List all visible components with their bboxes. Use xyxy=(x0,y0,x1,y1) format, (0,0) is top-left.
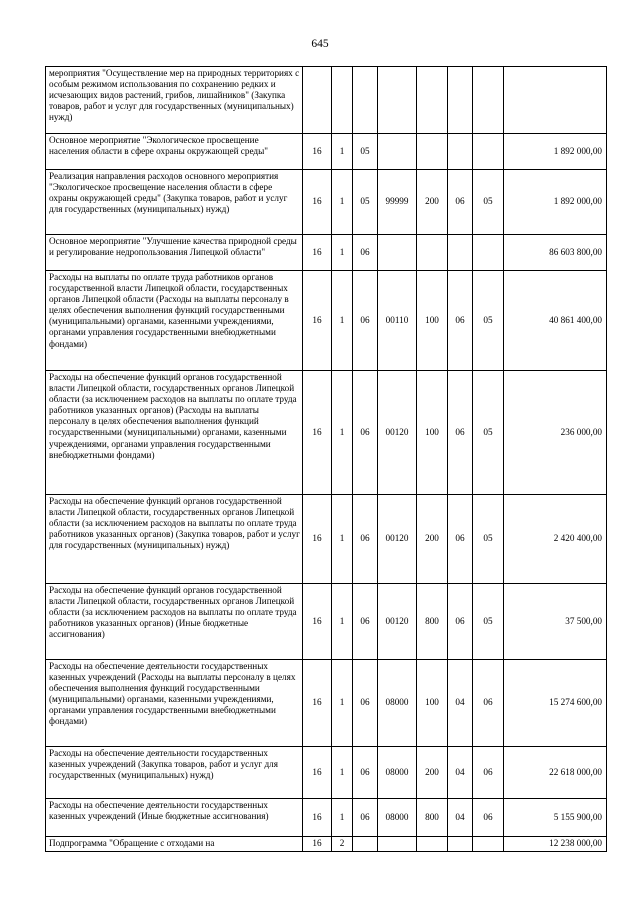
amount-cell: 1 892 000,00 xyxy=(504,134,607,170)
table-row xyxy=(46,67,607,134)
row-name-cell: Основное мероприятие "Экологическое просвещение населения области в сфере охраны окружающей среды" xyxy=(46,134,303,170)
section-cell: 06 xyxy=(448,170,473,235)
expense-type-cell: 200 xyxy=(417,495,448,584)
amount-cell: 5 155 900,00 xyxy=(504,799,607,837)
amount-cell: 1 892 000,00 xyxy=(504,170,607,235)
amount-cell: 236 000,00 xyxy=(504,371,607,495)
section-cell: 04 xyxy=(448,799,473,837)
subprogram-code-cell: 1 xyxy=(332,170,353,235)
expense-type-cell xyxy=(417,235,448,271)
budget-table xyxy=(45,66,607,852)
activity-code-cell: 06 xyxy=(353,371,378,495)
subprogram-code-cell xyxy=(332,67,353,134)
section-cell xyxy=(448,837,473,852)
subprogram-code-cell: 1 xyxy=(332,799,353,837)
table-row xyxy=(46,660,607,747)
amount-cell: 37 500,00 xyxy=(504,584,607,660)
activity-code-cell: 05 xyxy=(353,134,378,170)
amount-cell: 86 603 800,00 xyxy=(504,235,607,271)
subsection-cell: 05 xyxy=(473,495,504,584)
amount-cell: 40 861 400,00 xyxy=(504,271,607,371)
table-row xyxy=(46,271,607,371)
amount-cell: 12 238 000,00 xyxy=(504,837,607,852)
row-name-cell: Реализация направления расходов основного мероприятия "Экологическое просвещение населения области в сфере охраны окружающей среды" (Закупка товаров, работ и услуг для государственных (муниципальных) нужд) xyxy=(46,170,303,235)
section-cell: 04 xyxy=(448,747,473,799)
subsection-cell xyxy=(473,837,504,852)
program-code-cell: 16 xyxy=(303,495,332,584)
subprogram-code-cell: 2 xyxy=(332,837,353,852)
row-name-cell: Расходы на обеспечение деятельности государственных казенных учреждений (Расходы на выплаты персоналу в целях обеспечения выполнения функций государственными (муниципальными) органами, казенными учреждениями, органами управления государственными внебюджетными фондами) xyxy=(46,660,303,747)
table-row xyxy=(46,134,607,170)
direction-code-cell: 00110 xyxy=(378,271,417,371)
section-cell: 06 xyxy=(448,584,473,660)
activity-code-cell: 06 xyxy=(353,660,378,747)
expense-type-cell: 800 xyxy=(417,584,448,660)
row-name-cell: мероприятия "Осуществление мер на природных территориях с особым режимом использования по сохранению редких и исчезающих видов растений, грибов, лишайников" (Закупка товаров, работ и услуг для государственных (муниципальных) нужд) xyxy=(46,67,303,134)
activity-code-cell: 06 xyxy=(353,271,378,371)
table-row xyxy=(46,495,607,584)
section-cell xyxy=(448,235,473,271)
table-row xyxy=(46,584,607,660)
direction-code-cell xyxy=(378,67,417,134)
direction-code-cell: 00120 xyxy=(378,495,417,584)
direction-code-cell xyxy=(378,837,417,852)
subsection-cell: 06 xyxy=(473,747,504,799)
direction-code-cell: 08000 xyxy=(378,799,417,837)
table-row xyxy=(46,799,607,837)
expense-type-cell: 200 xyxy=(417,170,448,235)
activity-code-cell xyxy=(353,67,378,134)
program-code-cell: 16 xyxy=(303,837,332,852)
table-row xyxy=(46,747,607,799)
page-number: 645 xyxy=(311,38,329,50)
direction-code-cell xyxy=(378,134,417,170)
activity-code-cell: 06 xyxy=(353,799,378,837)
row-name-cell: Расходы на обеспечение деятельности государственных казенных учреждений (Закупка товаров, работ и услуг для государственных (муниципальных) нужд) xyxy=(46,747,303,799)
subsection-cell: 05 xyxy=(473,170,504,235)
program-code-cell: 16 xyxy=(303,371,332,495)
subprogram-code-cell: 1 xyxy=(332,271,353,371)
amount-cell: 2 420 400,00 xyxy=(504,495,607,584)
row-name-cell: Основное мероприятие "Улучшение качества природной среды и регулирование недропользования Липецкой области" xyxy=(46,235,303,271)
subsection-cell: 05 xyxy=(473,371,504,495)
activity-code-cell: 06 xyxy=(353,584,378,660)
direction-code-cell: 08000 xyxy=(378,660,417,747)
table-row xyxy=(46,371,607,495)
direction-code-cell: 00120 xyxy=(378,371,417,495)
subprogram-code-cell: 1 xyxy=(332,584,353,660)
row-name-cell: Расходы на обеспечение функций органов государственной власти Липецкой области, государственных органов Липецкой области (за исключением расходов на выплаты по оплате труда работников указанных органов) (Закупка товаров, работ и услуг для государственных (муниципальных) нужд) xyxy=(46,495,303,584)
table-row xyxy=(46,235,607,271)
program-code-cell: 16 xyxy=(303,134,332,170)
subsection-cell xyxy=(473,235,504,271)
subsection-cell: 06 xyxy=(473,660,504,747)
expense-type-cell: 800 xyxy=(417,799,448,837)
amount-cell: 15 274 600,00 xyxy=(504,660,607,747)
row-name-cell: Расходы на обеспечение функций органов государственной власти Липецкой области, государственных органов Липецкой области (за исключением расходов на выплаты по оплате труда работников указанных органов) (Иные бюджетные ассигнования) xyxy=(46,584,303,660)
expense-type-cell: 100 xyxy=(417,371,448,495)
direction-code-cell xyxy=(378,235,417,271)
section-cell: 06 xyxy=(448,371,473,495)
subsection-cell xyxy=(473,134,504,170)
subprogram-code-cell: 1 xyxy=(332,660,353,747)
expense-type-cell xyxy=(417,134,448,170)
activity-code-cell: 06 xyxy=(353,747,378,799)
direction-code-cell: 00120 xyxy=(378,584,417,660)
program-code-cell: 16 xyxy=(303,271,332,371)
section-cell: 04 xyxy=(448,660,473,747)
expense-type-cell: 200 xyxy=(417,747,448,799)
table-row xyxy=(46,170,607,235)
subprogram-code-cell: 1 xyxy=(332,495,353,584)
subprogram-code-cell: 1 xyxy=(332,235,353,271)
subsection-cell xyxy=(473,67,504,134)
subsection-cell: 05 xyxy=(473,584,504,660)
section-cell: 06 xyxy=(448,271,473,371)
row-name-cell: Расходы на выплаты по оплате труда работников органов государственной власти Липецкой области, государственных органов Липецкой области (Расходы на выплаты персоналу в целях обеспечения выполнения функций государственными (муниципальными) органами, казенными учреждениями, органами управления государственными внебюджетными фондами) xyxy=(46,271,303,371)
activity-code-cell: 06 xyxy=(353,235,378,271)
expense-type-cell xyxy=(417,67,448,134)
section-cell xyxy=(448,67,473,134)
amount-cell xyxy=(504,67,607,134)
activity-code-cell: 06 xyxy=(353,495,378,584)
amount-cell: 22 618 000,00 xyxy=(504,747,607,799)
section-cell xyxy=(448,134,473,170)
program-code-cell: 16 xyxy=(303,170,332,235)
program-code-cell xyxy=(303,67,332,134)
program-code-cell: 16 xyxy=(303,235,332,271)
section-cell: 06 xyxy=(448,495,473,584)
program-code-cell: 16 xyxy=(303,799,332,837)
expense-type-cell xyxy=(417,837,448,852)
activity-code-cell xyxy=(353,837,378,852)
program-code-cell: 16 xyxy=(303,747,332,799)
row-name-cell: Расходы на обеспечение функций органов государственной власти Липецкой области, государственных органов Липецкой области (за исключением расходов на выплаты по оплате труда работников указанных органов) (Расходы на выплаты персоналу в целях обеспечения выполнения функций государственными (муниципальными) органами, казенными учреждениями, органами управления государственными внебюджетными фондами) xyxy=(46,371,303,495)
row-name-cell: Подпрограмма "Обращение с отходами на xyxy=(46,837,303,852)
activity-code-cell: 05 xyxy=(353,170,378,235)
subprogram-code-cell: 1 xyxy=(332,134,353,170)
subprogram-code-cell: 1 xyxy=(332,747,353,799)
program-code-cell: 16 xyxy=(303,660,332,747)
direction-code-cell: 99999 xyxy=(378,170,417,235)
row-name-cell: Расходы на обеспечение деятельности государственных казенных учреждений (Иные бюджетные ассигнования) xyxy=(46,799,303,837)
table-row xyxy=(46,837,607,852)
subsection-cell: 06 xyxy=(473,799,504,837)
subprogram-code-cell: 1 xyxy=(332,371,353,495)
expense-type-cell: 100 xyxy=(417,271,448,371)
direction-code-cell: 08000 xyxy=(378,747,417,799)
program-code-cell: 16 xyxy=(303,584,332,660)
subsection-cell: 05 xyxy=(473,271,504,371)
expense-type-cell: 100 xyxy=(417,660,448,747)
